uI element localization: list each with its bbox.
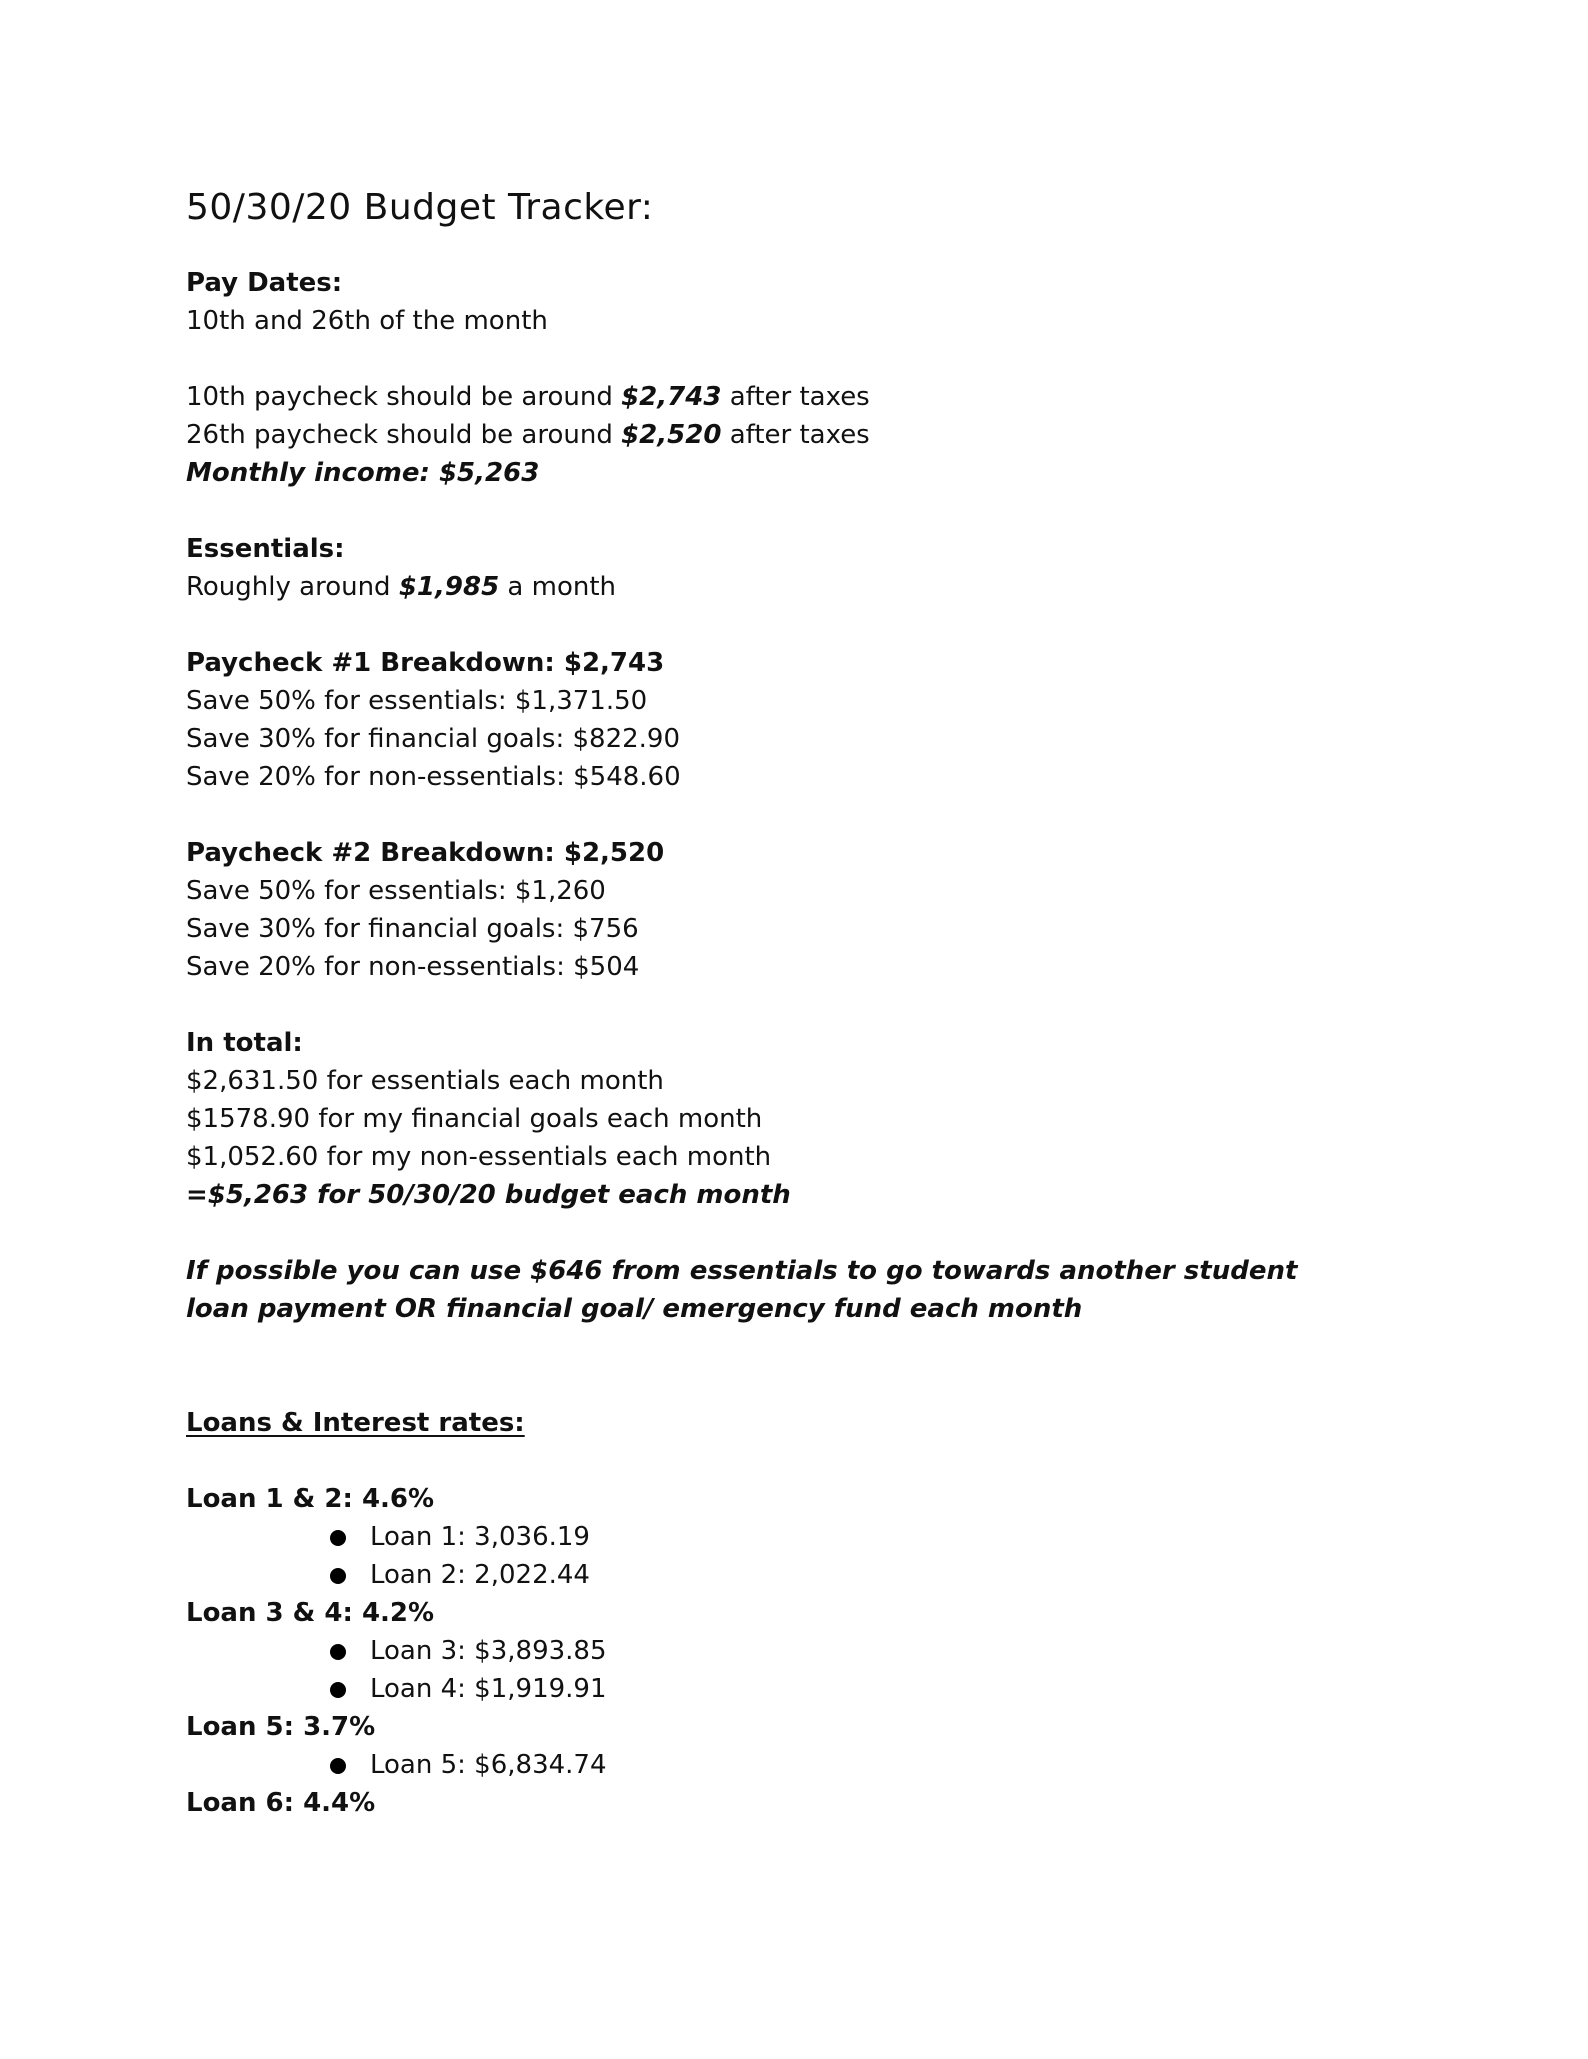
monthly-income: Monthly income: $5,263	[186, 458, 540, 488]
essentials-heading: Essentials:	[186, 534, 345, 564]
essentials-amount: $1,985	[398, 572, 500, 602]
paycheck-10-line	[186, 378, 1386, 416]
bullet-icon	[330, 1568, 346, 1584]
loans-heading: Loans & Interest rates:	[186, 1408, 525, 1438]
total-non-essentials: $1,052.60 for my non-essentials each month	[186, 1142, 772, 1172]
list-item	[186, 1556, 1386, 1594]
page-title: 50/30/20 Budget Tracker:	[186, 187, 654, 228]
paycheck-10-prefix: 10th paycheck should be around	[186, 382, 622, 412]
total-financial-goals: $1578.90 for my financial goals each month	[186, 1104, 763, 1134]
total-essentials: $2,631.50 for essentials each month	[186, 1066, 664, 1096]
loan-group-3-heading: Loan 5: 3.7%	[186, 1712, 376, 1742]
paycheck-10-suffix: after taxes	[721, 382, 870, 412]
paycheck-26-prefix: 26th paycheck should be around	[186, 420, 622, 450]
paycheck1-financial-goals: Save 30% for financial goals: $822.90	[186, 724, 681, 754]
loan-group-3-list	[186, 1746, 1386, 1784]
essentials-line	[186, 568, 1386, 606]
document-content	[186, 186, 1386, 1822]
loan-5-amount: Loan 5: $6,834.74	[370, 1750, 607, 1780]
paycheck1-non-essentials: Save 20% for non-essentials: $548.60	[186, 762, 681, 792]
bullet-icon	[330, 1758, 346, 1774]
loan-4-amount: Loan 4: $1,919.91	[370, 1674, 607, 1704]
paycheck-26-line	[186, 416, 1386, 454]
total-summary: =$5,263 for 50/30/20 budget each month	[186, 1180, 791, 1210]
paycheck-26-amount: $2,520	[621, 420, 722, 450]
loan-group-2-list	[186, 1632, 1386, 1708]
paycheck2-non-essentials: Save 20% for non-essentials: $504	[186, 952, 640, 982]
paycheck-10-amount: $2,743	[621, 382, 722, 412]
paycheck1-heading: Paycheck #1 Breakdown: $2,743	[186, 648, 665, 678]
loan-group-1-list	[186, 1518, 1386, 1594]
loan-3-amount: Loan 3: $3,893.85	[370, 1636, 607, 1666]
paycheck-26-suffix: after taxes	[721, 420, 870, 450]
loan-group-4-heading: Loan 6: 4.4%	[186, 1788, 376, 1818]
pay-dates-text: 10th and 26th of the month	[186, 306, 548, 336]
savings-note: If possible you can use $646 from essentials to go towards another student loan payment OR financial goal/ emergency fund each month	[186, 1256, 1298, 1324]
paycheck2-heading: Paycheck #2 Breakdown: $2,520	[186, 838, 665, 868]
loan-group-2-heading: Loan 3 & 4: 4.2%	[186, 1598, 435, 1628]
list-item	[186, 1632, 1386, 1670]
bullet-icon	[330, 1682, 346, 1698]
paycheck2-financial-goals: Save 30% for financial goals: $756	[186, 914, 639, 944]
essentials-prefix: Roughly around	[186, 572, 399, 602]
loan-1-amount: Loan 1: 3,036.19	[370, 1522, 590, 1552]
loan-group-1-heading: Loan 1 & 2: 4.6%	[186, 1484, 435, 1514]
essentials-suffix: a month	[499, 572, 617, 602]
list-item	[186, 1746, 1386, 1784]
bullet-icon	[330, 1530, 346, 1546]
loan-2-amount: Loan 2: 2,022.44	[370, 1560, 590, 1590]
bullet-icon	[330, 1644, 346, 1660]
paycheck1-essentials: Save 50% for essentials: $1,371.50	[186, 686, 648, 716]
list-item	[186, 1518, 1386, 1556]
paycheck2-essentials: Save 50% for essentials: $1,260	[186, 876, 606, 906]
total-heading: In total:	[186, 1028, 303, 1058]
pay-dates-heading: Pay Dates:	[186, 268, 343, 298]
list-item	[186, 1670, 1386, 1708]
